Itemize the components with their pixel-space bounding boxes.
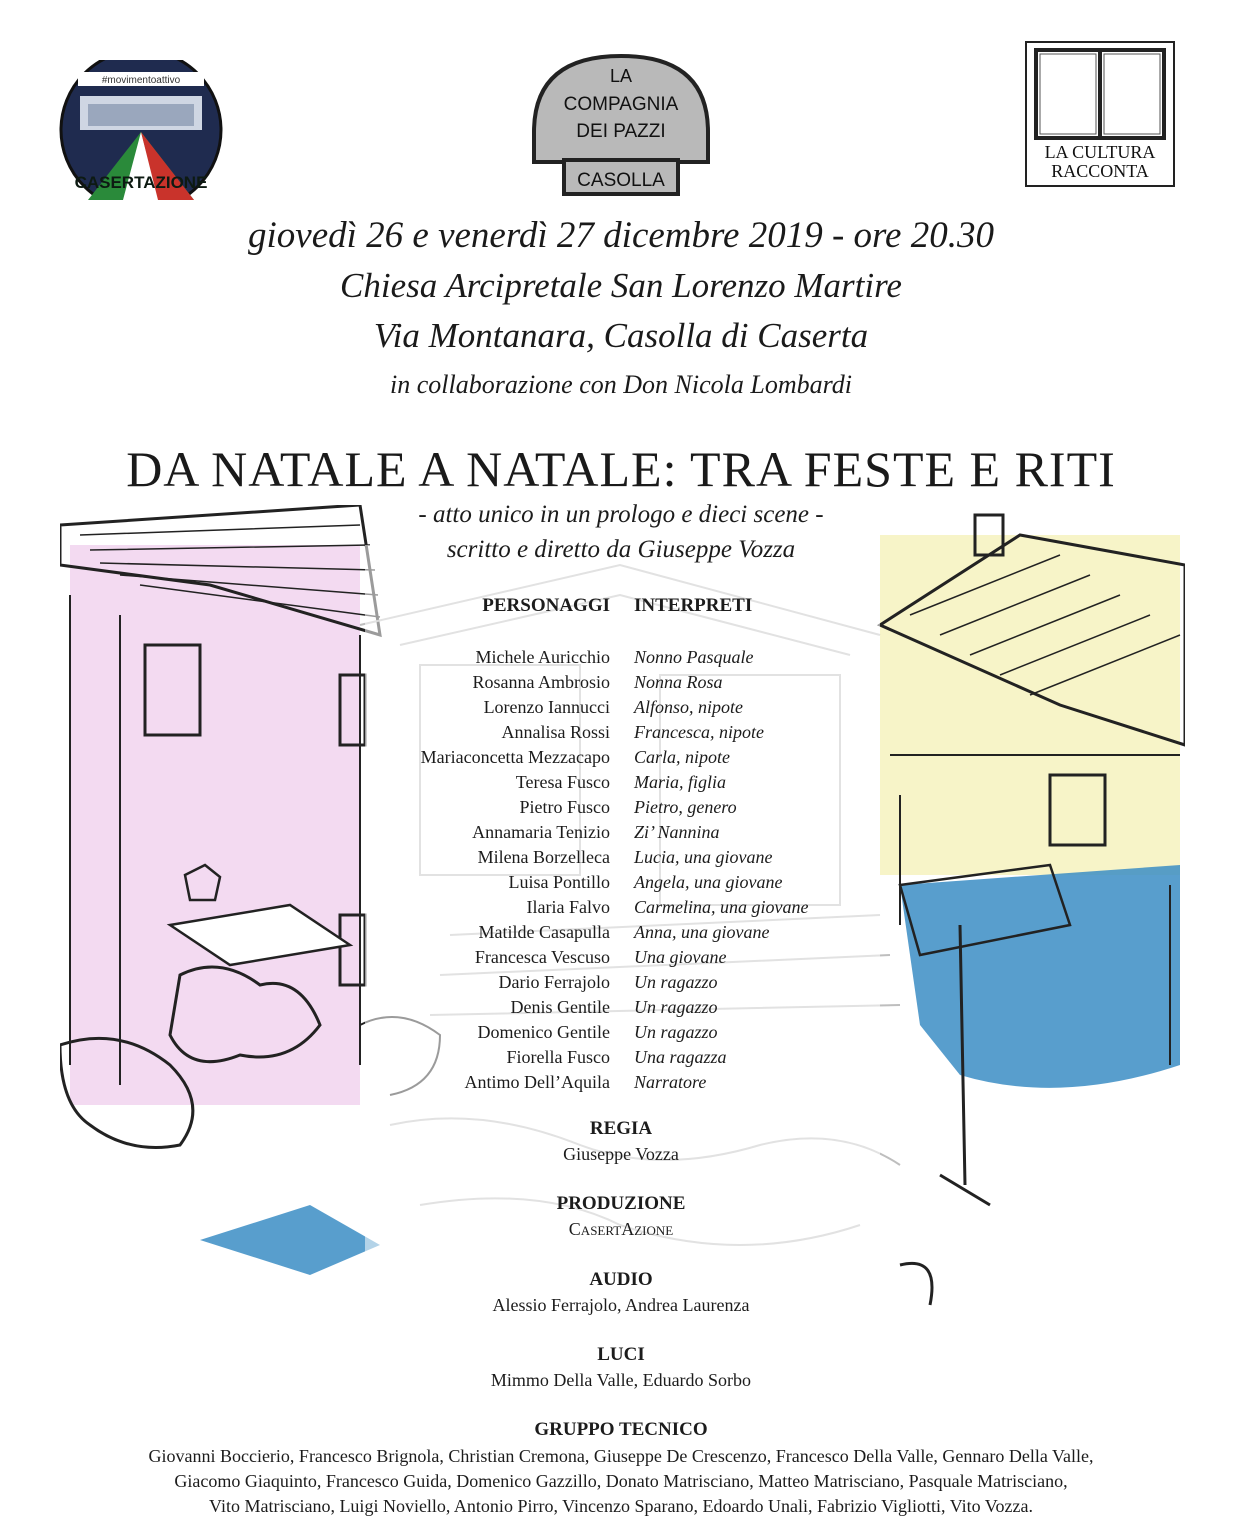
cast-row: [260, 770, 960, 795]
cast-row: [260, 870, 960, 895]
cast-actor: Pietro Fusco: [519, 797, 610, 817]
cast-character: Un ragazzo: [634, 997, 718, 1017]
cast-character: Nonna Rosa: [634, 672, 723, 692]
logo-left-banner: #movimentoattivo: [101, 75, 181, 86]
cast-row: [260, 720, 960, 745]
cast-actor: Domenico Gentile: [477, 1022, 610, 1042]
cast-row: [260, 1020, 960, 1045]
cast-character: Un ragazzo: [634, 1022, 718, 1042]
cast-header-interpreti: INTERPRETI: [634, 595, 753, 616]
casertazione-logo: [58, 60, 224, 200]
show-author: scritto e diretto da Giuseppe Vozza: [446, 536, 796, 563]
cast-character: Una ragazza: [634, 1047, 727, 1067]
cast-actor: Dario Ferrajolo: [498, 972, 610, 992]
cast-row: [260, 695, 960, 720]
cast-list: [260, 645, 960, 1095]
gruppo-tecnico-line: Vito Matrisciano, Luigi Noviello, Antonio Pirro, Vincenzo Sparano, Edoardo Unali, Fabrizio Vigliotti, Vito Vozza.: [209, 1496, 1033, 1516]
cast-character: Un ragazzo: [634, 972, 718, 992]
cast-actor: Luisa Pontillo: [508, 872, 610, 892]
cast-row: [260, 745, 960, 770]
logo-center-line3: DEI PAZZI: [576, 121, 666, 142]
cast-character: Carmelina, una giovane: [634, 897, 809, 917]
regia-value: Giuseppe Vozza: [563, 1144, 679, 1164]
cast-row: [260, 945, 960, 970]
logo-center-line2: COMPAGNIA: [563, 94, 679, 115]
cast-actor: Michele Auricchio: [475, 647, 610, 667]
cast-actor: Milena Borzelleca: [477, 847, 610, 867]
gruppo-tecnico-line: Giacomo Giaquinto, Francesco Guida, Domenico Gazzillo, Donato Matrisciano, Matteo Matrisciano, Pasquale Matrisciano,: [174, 1471, 1068, 1491]
cast-character: Zi’ Nannina: [634, 822, 720, 842]
cast-row: [260, 670, 960, 695]
cast-actor: Rosanna Ambrosio: [472, 672, 610, 692]
cast-row: [260, 1070, 960, 1095]
cast-row: [260, 795, 960, 820]
cast-actor: Mariaconcetta Mezzacapo: [420, 747, 610, 767]
cast-character: Angela, una giovane: [634, 872, 783, 892]
cast-actor: Annalisa Rossi: [501, 722, 610, 742]
cast-row: [260, 970, 960, 995]
audio-value: Alessio Ferrajolo, Andrea Laurenza: [492, 1295, 750, 1315]
gruppo-tecnico-label: GRUPPO TECNICO: [534, 1419, 708, 1440]
cast-row: [260, 645, 960, 670]
cast-character: Anna, una giovane: [634, 922, 770, 942]
cast-row: [260, 820, 960, 845]
regia-label: REGIA: [589, 1118, 653, 1139]
cast-actor: Annamaria Tenizio: [472, 822, 610, 842]
logo-left-wordmark: CASERTAZIONE: [74, 173, 208, 192]
cast-character: Narratore: [634, 1072, 707, 1092]
cast-character: Francesca, nipote: [634, 722, 764, 742]
logo-center-line4: CASOLLA: [577, 170, 665, 191]
luci-value: Mimmo Della Valle, Eduardo Sorbo: [490, 1370, 752, 1390]
cast-character: Maria, figlia: [634, 772, 727, 792]
cast-actor: Lorenzo Iannucci: [483, 697, 610, 717]
audio-label: AUDIO: [589, 1269, 653, 1290]
gruppo-tecnico-line: Giovanni Boccierio, Francesco Brignola, Christian Cremona, Giuseppe De Crescenzo, Francesco Della Valle, Gennaro Della Valle,: [148, 1446, 1094, 1466]
event-venue: Chiesa Arcipretale San Lorenzo Martire: [340, 266, 902, 305]
event-address: Via Montanara, Casolla di Caserta: [373, 316, 869, 355]
la-cultura-racconta-logo: [1024, 40, 1176, 188]
cast-actor: Antimo Dell’Aquila: [464, 1072, 610, 1092]
show-subtitle: - atto unico in un prologo e dieci scene -: [418, 501, 824, 528]
cast-row: [260, 845, 960, 870]
produzione-label: PRODUZIONE: [556, 1193, 686, 1214]
logo-right-line1: LA CULTURA: [1044, 142, 1156, 162]
cast-actor: Teresa Fusco: [515, 772, 610, 792]
produzione-value: CasertAzione: [568, 1219, 674, 1239]
cast-row: [260, 920, 960, 945]
cast-actor: Matilde Casapulla: [478, 922, 610, 942]
show-title: DA NATALE A NATALE: TRA FESTE E RITI: [126, 441, 1116, 497]
cast-character: Nonno Pasquale: [634, 647, 754, 667]
luci-label: LUCI: [597, 1344, 645, 1365]
cast-actor: Denis Gentile: [510, 997, 610, 1017]
compagnia-dei-pazzi-logo: [528, 52, 714, 197]
cast-row: [260, 995, 960, 1020]
cast-row: [260, 895, 960, 920]
cast-character: Pietro, genero: [634, 797, 737, 817]
logo-right-line2: RACCONTA: [1051, 161, 1149, 181]
cast-character: Una giovane: [634, 947, 727, 967]
cast-row: [260, 1045, 960, 1070]
gruppo-tecnico-names: [0, 1444, 1242, 1519]
cast-character: Alfonso, nipote: [634, 697, 743, 717]
cast-character: Carla, nipote: [634, 747, 731, 767]
cast-actor: Francesca Vescuso: [474, 947, 610, 967]
event-collaboration: in collaborazione con Don Nicola Lombardi: [390, 370, 852, 399]
cast-actor: Fiorella Fusco: [506, 1047, 610, 1067]
cast-header-personaggi: PERSONAGGI: [482, 595, 610, 616]
logo-center-line1: LA: [609, 66, 633, 86]
event-date: giovedì 26 e venerdì 27 dicembre 2019 - ore 20.30: [248, 215, 994, 256]
cast-character: Lucia, una giovane: [634, 847, 773, 867]
cast-actor: Ilaria Falvo: [526, 897, 610, 917]
